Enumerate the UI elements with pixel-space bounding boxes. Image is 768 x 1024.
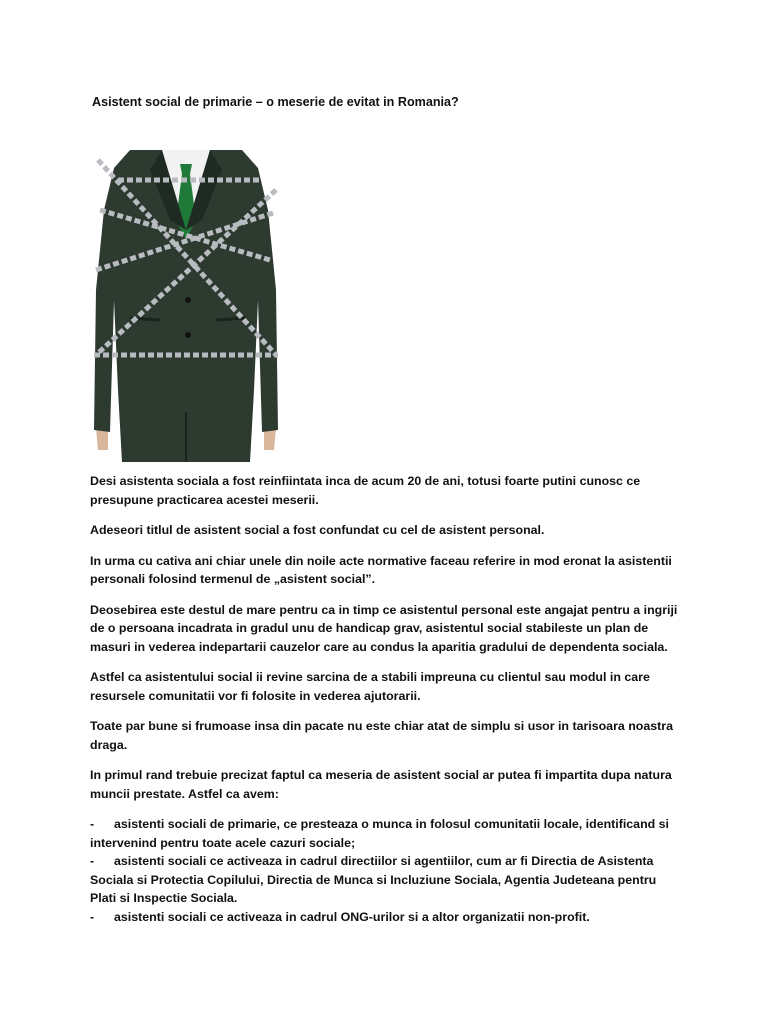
bullet-text: asistenti sociali ce activeaza in cadrul directiilor si agentiilor, cum ar fi Directia de Asistenta Sociala si Protectia Copilului, Directia de Munca si Incluziune Sociala, Agentia Judeteana pentru Plati si Inspectie Sociala. [90,854,657,905]
paragraph-6: Toate par bune si frumoase insa din pacate nu este chiar atat de simplu si usor in tarisoara noastra draga. [90,719,673,752]
paragraph-7: In primul rand trebuie precizat faptul ca meseria de asistent social ar putea fi impartita dupa natura muncii prestate. Astfel ca avem: [90,768,672,801]
paragraph-4: Deosebirea este destul de mare pentru ca in timp ce asistentul personal este angajat pentru a ingriji de o persoana incadrata in gradul unu de handicap grav, asistentul social stabileste un plan de masuri in vederea indepartarii cauzelor care au condus la aparitia gradului de dependenta sociala. [90,602,678,654]
paragraph-5: Astfel ca asistentului social ii revine sarcina de a stabili impreuna cu clientul sau modul in care resursele comunitatii vor fi folosite in vederea ajutorarii. [90,670,650,703]
bullet-text: asistenti sociali ce activeaza in cadrul ONG-urilor si a altor organizatii non-profit. [114,909,590,924]
paragraph-2: Adeseori titlul de asistent social a fost confundat cu cel de asistent personal. [90,523,545,537]
chained-businessman-image [90,150,282,462]
bullet-marker: - [90,909,95,924]
bullet-text: asistenti sociali de primarie, ce presteaza o munca in folosul comunitatii locale, identificand si intervenind pentru toate acele cazuri sociale; [90,817,669,850]
bullet-item [90,908,682,927]
paragraph-3: In urma cu cativa ani chiar unele din noile acte normative faceau referire in mod eronat la asistentii personali folosind termenul de „asistent social”. [90,553,672,586]
bullet-marker: - [90,854,95,868]
bullet-item [90,815,682,852]
document-body [90,472,682,926]
document-title: Asistent social de primarie – o meserie de evitat in Romania? [92,95,459,109]
bullet-list [90,815,682,926]
bullet-marker: - [90,817,95,831]
bullet-item [90,852,682,908]
paragraph-1: Desi asistenta sociala a fost reinfiintata inca de acum 20 de ani, totusi foarte putini cunosc ce presupune practicarea acestei meserii. [90,474,641,507]
